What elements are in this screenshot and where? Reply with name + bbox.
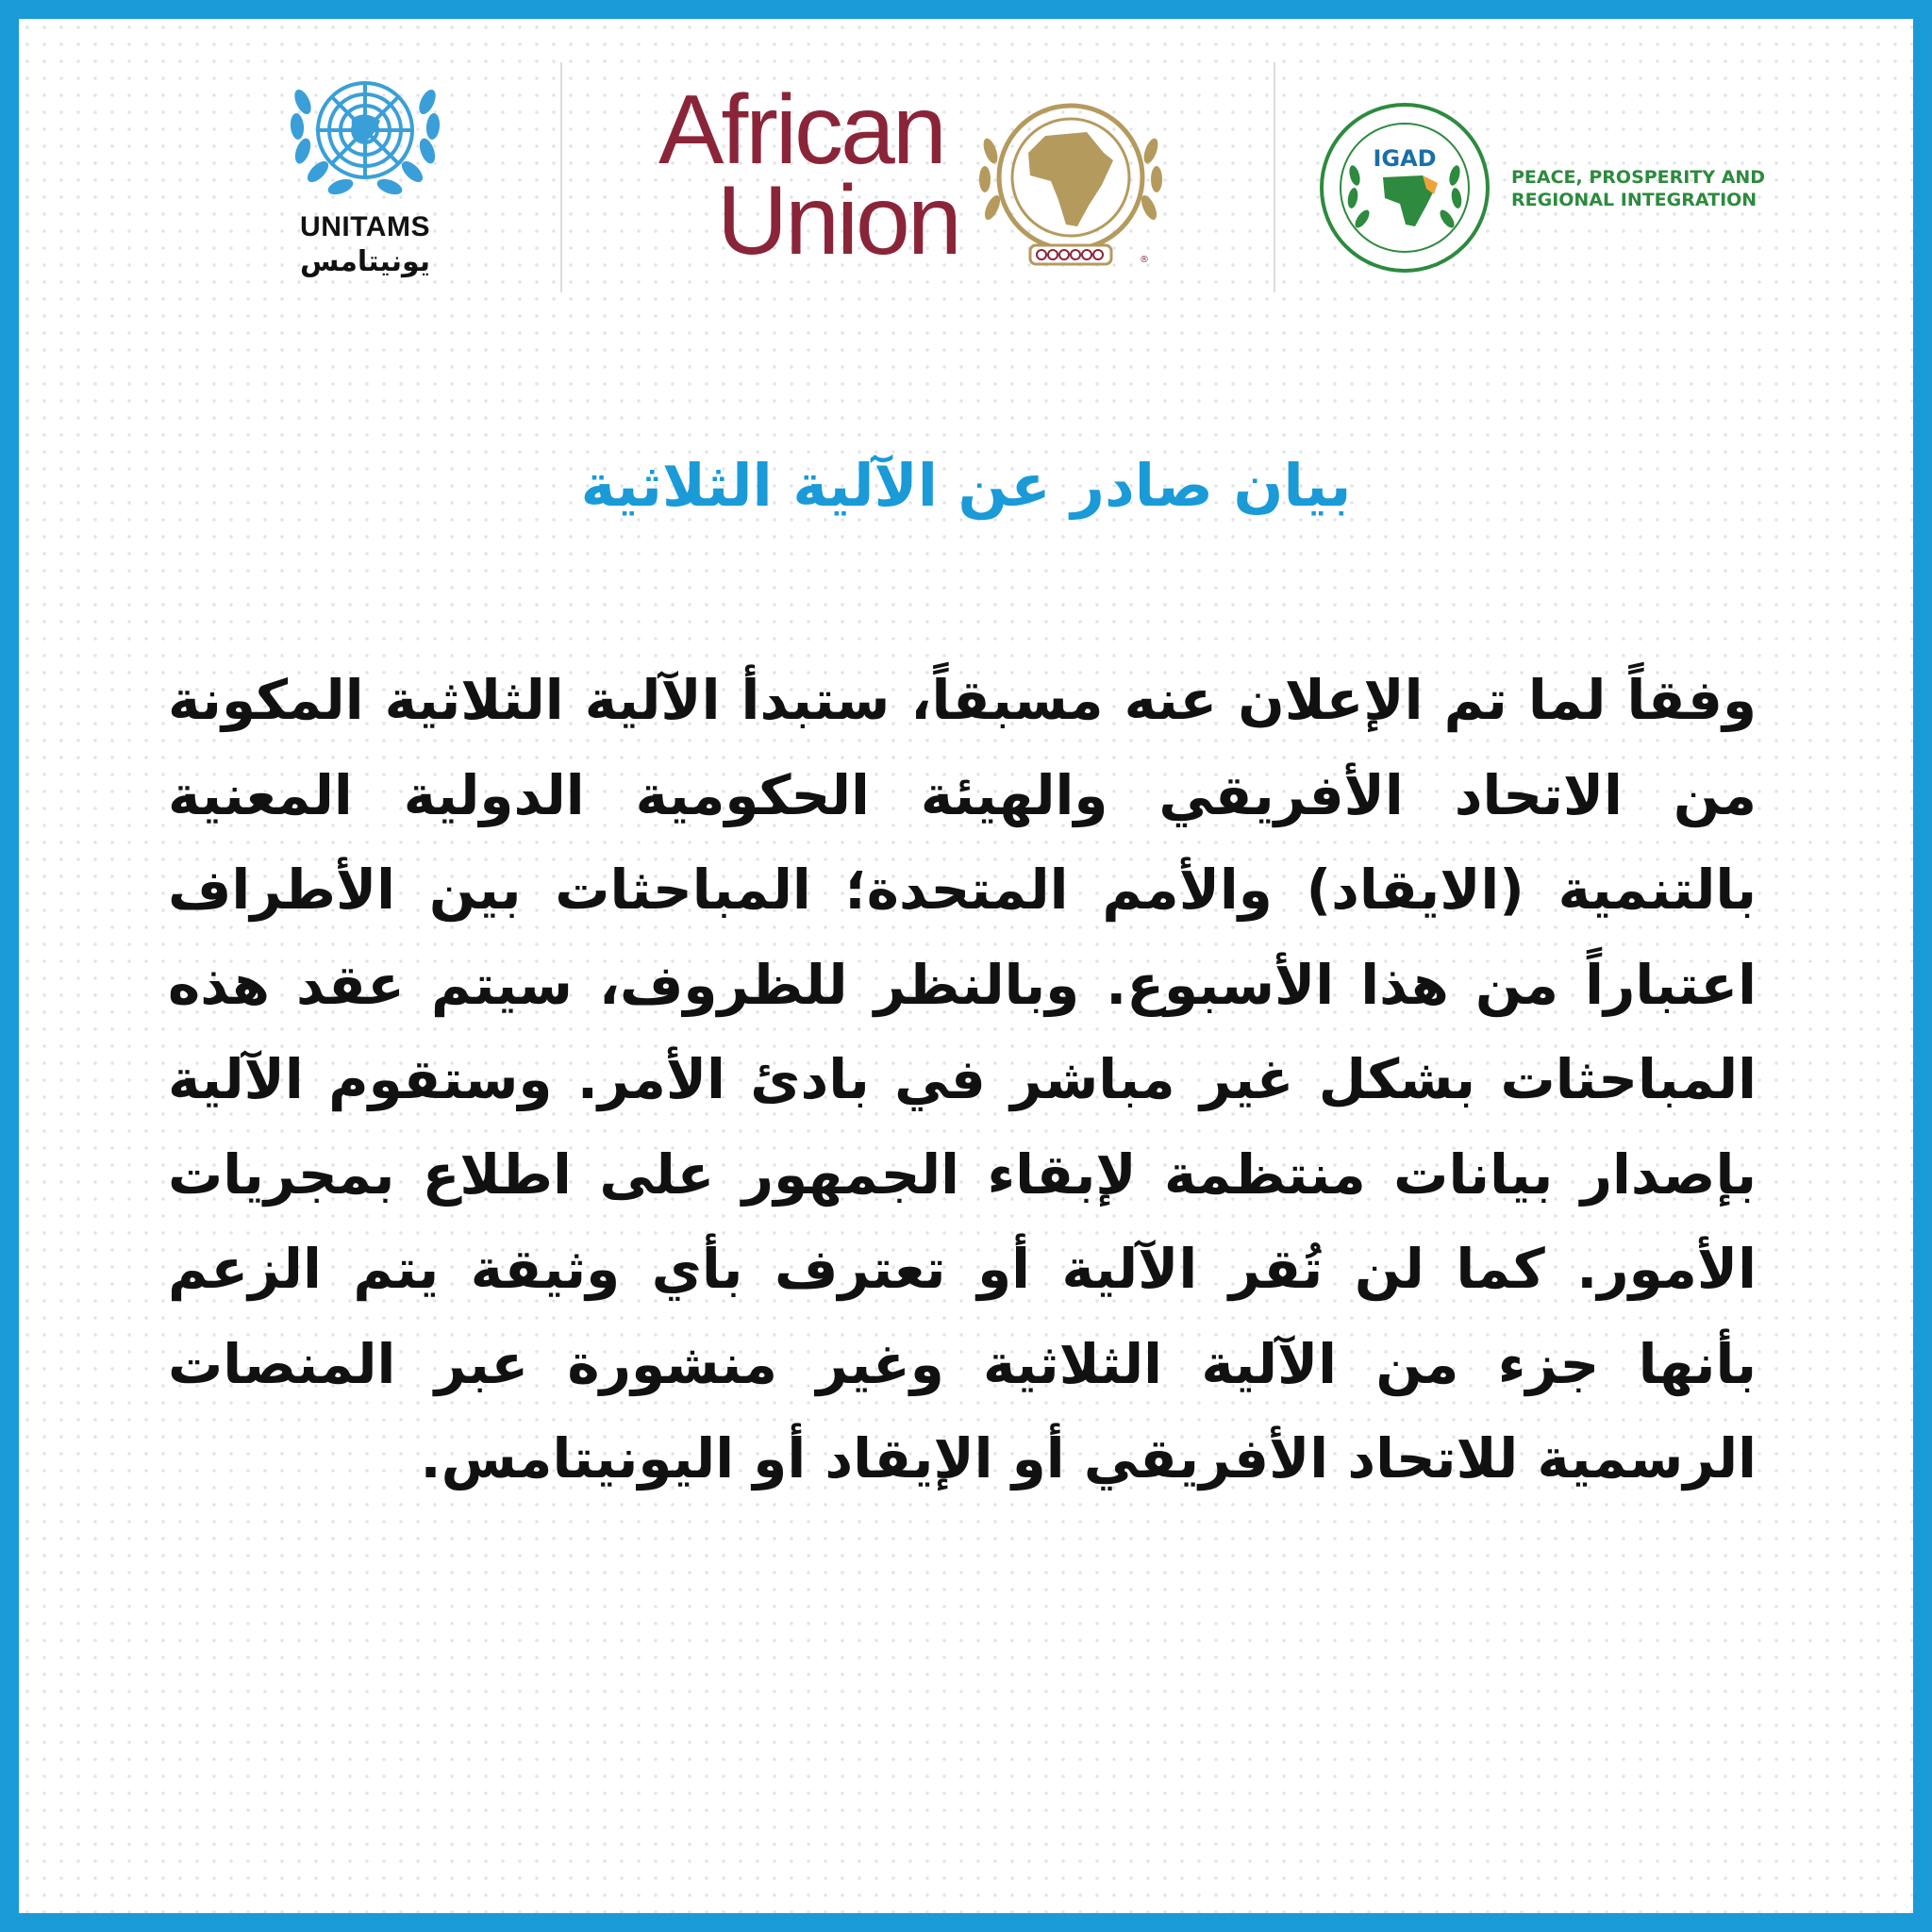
statement-body: وفقاً لما تم الإعلان عنه مسبقاً، ستبدأ الآلية الثلاثية المكونة من الاتحاد الأفريقي والهيئة الحكومية الدولية المعنية بالتنمية (الايقاد) والأمم المتحدة؛ المباحثات بين الأطراف اعتباراً من هذا الأسبوع. وبالنظر للظروف، سيتم عقد هذه المباحثات بشكل غير مباشر في بادئ الأمر. وستقوم الآلية بإصدار بيانات منتظمة لإبقاء الجمهور على اطلاع بمجريات الأمور. كما لن تُقر الآلية أو تعترف بأي وثيقة يتم الزعم بأنها جزء من الآلية الثلاثية وغير منشورة عبر المنصات الرسمية للاتحاد الأفريقي أو الإيقاد أو اليونيتامس. (168, 668, 1757, 1491)
igad-tagline-line-1: PEACE, PROSPERITY AND (1511, 167, 1766, 188)
unitams-name-en: UNITAMS (300, 211, 430, 242)
igad-tagline-line-2: REGIONAL INTEGRATION (1511, 190, 1757, 210)
unitams-logo (266, 64, 464, 278)
un-emblem-icon (282, 64, 448, 206)
statement-title: بيان صادر عن الآلية الثلاثية (580, 451, 1352, 520)
trademark-symbol: ® (1140, 255, 1149, 265)
au-line-1: African (658, 75, 944, 185)
igad-tagline (1511, 166, 1765, 211)
logo-divider (560, 62, 562, 292)
logo-divider (1274, 62, 1275, 292)
unitams-name-ar: يونيتامس (299, 245, 431, 278)
igad-emblem-icon (1317, 100, 1492, 275)
au-line-2: Union (717, 166, 959, 275)
african-union-wordmark (658, 75, 959, 275)
igad-acronym: IGAD (1373, 145, 1437, 172)
african-union-emblem-icon (972, 94, 1170, 274)
